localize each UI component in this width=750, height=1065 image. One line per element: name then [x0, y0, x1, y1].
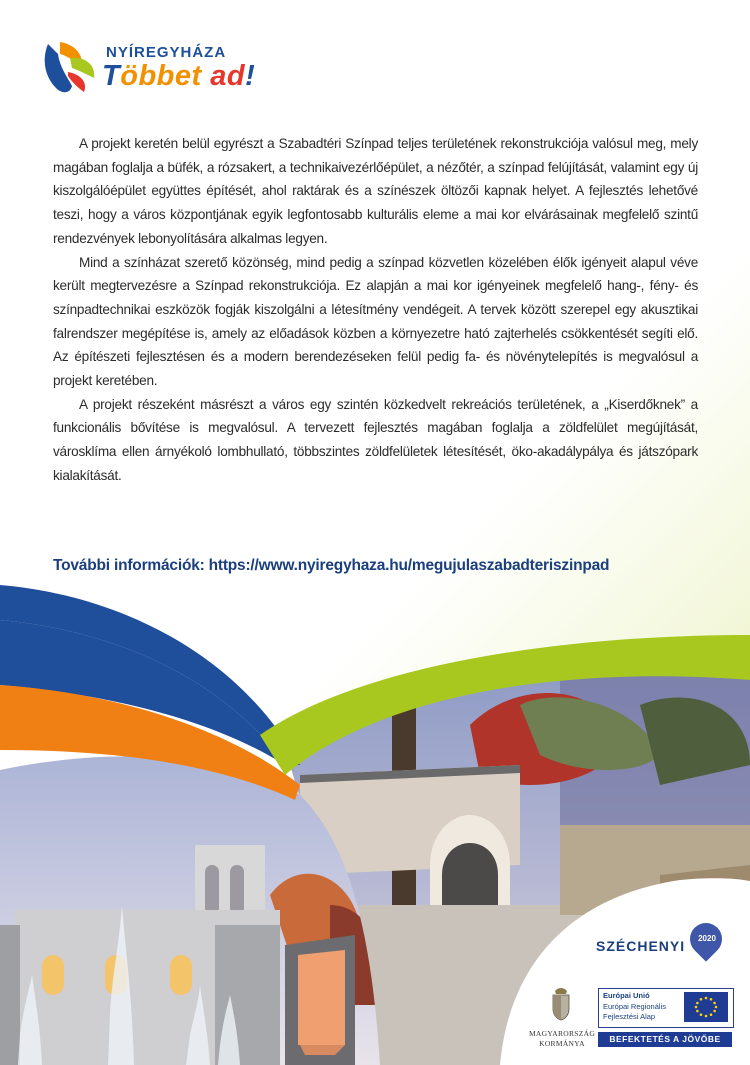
gov-line: MAGYARORSZÁG	[528, 1029, 596, 1038]
eu-fund-label	[603, 991, 683, 1023]
slogan-part: !	[245, 60, 256, 92]
logo-slogan	[102, 60, 255, 93]
szechenyi-logo-text: SZÉCHENYI	[596, 938, 686, 954]
logo-mark-icon	[40, 38, 100, 96]
szechenyi-year: 2020	[698, 934, 716, 943]
more-info-label: További információk:	[53, 557, 205, 574]
hungarian-government-label	[519, 1029, 605, 1049]
slogan-part: ö	[120, 60, 139, 92]
paragraph: A projekt keretén belül egyrészt a Szabadtéri Színpad teljes területének rekonstrukciója valósul meg, mely magában foglalja a büfék, a rózsakert, a technikaivezérlőépület, a nézőtér, a színpad felújítását, valamint egy új kiszolgálóépület együttes építését, ahol raktárak és a színészek öltözői kapnak helyet. A fejlesztés lehetővé teszi, hogy a város központjának egyik legfontosabb kulturális eleme a mai kor elvárásainak megfelelő szintű rendezvények lebonyolítására alkalmas legyen.	[53, 136, 698, 246]
project-description	[53, 132, 698, 488]
coat-of-arms-icon	[548, 985, 574, 1021]
paragraph: A projekt részeként másrészt a város egy szintén közkedvelt rekreációs területének, a „Kiserdőknek” a funkcionális bővítése is megvalósul. A tervezett fejlesztés magában foglalja a zöldfelület megújítását, városklíma ellen árnyékoló lombhullató, többszintes zöldfelületek létesítését, öko-akadálypálya és játszópark kialakítását.	[53, 396, 698, 483]
more-info-line	[53, 557, 713, 575]
more-info-link[interactable]: https://www.nyiregyhaza.hu/megujulaszabadteriszinpad	[208, 557, 610, 574]
slogan-part: ad	[201, 60, 246, 92]
eu-line: Európai Regionális	[603, 1001, 666, 1011]
slogan-part: T	[102, 60, 121, 92]
paragraph: Mind a színházat szerető közönség, mind pedig a színpad közvetlen közelében élők igényeit alapul véve került megtervezésre a Színpad rekonstrukciója. Ez alapján a mai kor igényeinek megfelelő hang-, fény- és színpadtechnikai eszközök fogják kiszolgálni a létesítmény vendégeit. A tervek között szerepel egy akusztikai falrendszer megépítése is, amely az előadások közben a környezetre ható zajterhelés csökkentését segíti elő. Az építészeti fejlesztésen és a modern berendezéseken felül pedig fa- és növénytelepítés is megvalósul a projekt keretében.	[53, 254, 698, 389]
nyiregyhaza-logo	[40, 38, 280, 98]
eu-line: Fejlesztési Alap	[603, 1012, 656, 1021]
eu-line: Európai Unió	[603, 991, 650, 1000]
logo-city-name: NYÍREGYHÁZA	[106, 44, 227, 61]
eu-investment-banner: BEFEKTETÉS A JÖVŐBE	[598, 1032, 732, 1047]
eu-flag-icon	[684, 992, 728, 1022]
gov-line: KORMÁNYA	[539, 1039, 585, 1048]
slogan-part: bbet	[138, 60, 202, 92]
